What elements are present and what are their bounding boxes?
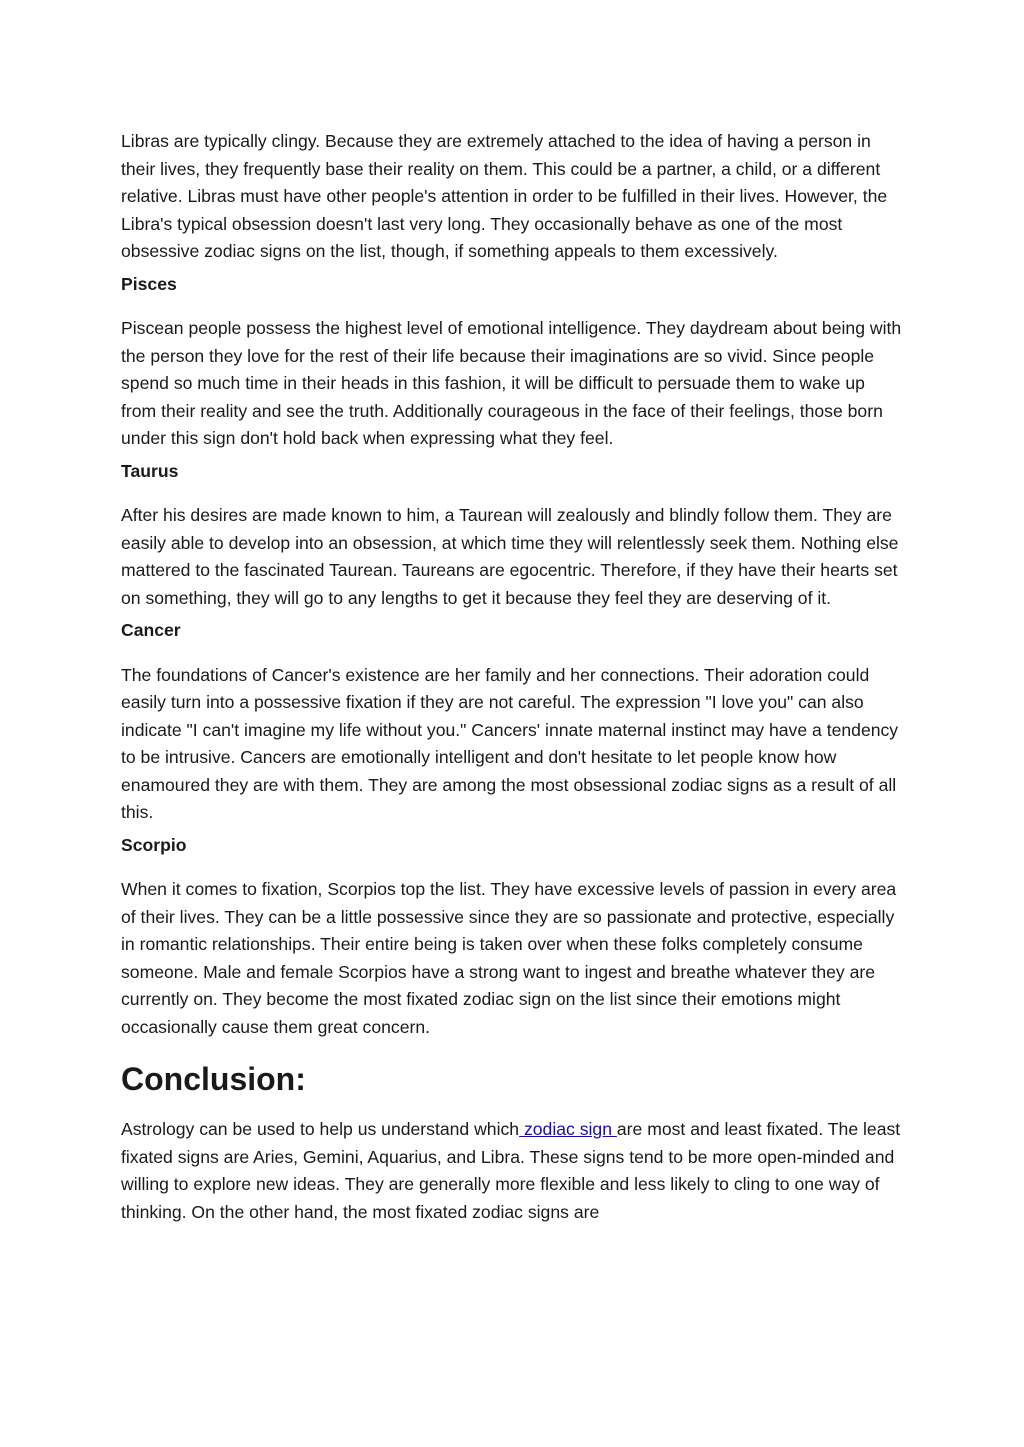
section-text-scorpio: When it comes to fixation, Scorpios top the list. They have excessive levels of passion in every area of their lives. They can be a little possessive since they are so passionate and protective, especially in romantic relationships. Their entire being is taken over when these folks completely consume someone. Male and female Scorpios have a strong want to ingest and breathe whatever they are currently on. They become the most fixated zodiac sign on the list since their emotions might occasionally cause them great concern.	[121, 879, 897, 1037]
section-text-cancer: The foundations of Cancer's existence are her family and her connections. Their adoration could easily turn into a possessive fixation if they are not careful. The expression "I love you" can also indicate "I can't imagine my life without you." Cancers' innate maternal instinct may have a tendency to be intrusive. Cancers are emotionally intelligent and don't hesitate to let people know how enamoured they are with them. They are among the most obsessional zodiac signs as a result of all this.	[121, 664, 899, 822]
section-heading-scorpio: Scorpio	[121, 834, 187, 855]
libra-paragraph: Libras are typically clingy. Because they are extremely attached to the idea of having a person in their lives, they frequently base their reality on them. This could be a partner, a child, or a different relative. Libras must have other people's attention in order to be fulfilled in their lives. However, the Libra's typical obsession doesn't last very long. They occasionally behave as one of the most obsessive zodiac signs on the list, though, if something appeals to them excessively.	[121, 131, 888, 261]
zodiac-sign-link[interactable]: zodiac sign	[519, 1119, 617, 1139]
conclusion-heading: Conclusion:	[121, 1061, 306, 1097]
section-text-taurus: After his desires are made known to him, a Taurean will zealously and blindly follow them. They are easily able to develop into an obsession, at which time they will relentlessly seek them. Nothing else mattered to the fascinated Taurean. Taureans are egocentric. Therefore, if they have their hearts set on something, they will go to any lengths to get it because they feel they are deserving of it.	[121, 505, 899, 608]
section-heading-cancer: Cancer	[121, 620, 181, 640]
section-text-pisces: Piscean people possess the highest level of emotional intelligence. They daydream about being with the person they love for the rest of their life because their imaginations are so vivid. Since people spend so much time in their heads in this fashion, it will be difficult to persuade them to wake up from their reality and see the truth. Additionally courageous in the face of their feelings, those born under this sign don't hold back when expressing what they feel.	[121, 318, 902, 448]
conclusion-text-after-link: are most and least fixated. The least fixated signs are Aries, Gemini, Aquarius, and Libra. These signs tend to be more open-minded and willing to explore new ideas. They are generally more flexible and less likely to cling to one way of thinking. On the other hand, the most fixated zodiac signs are	[121, 1119, 901, 1222]
document-page	[121, 128, 903, 1226]
conclusion-paragraph	[121, 1116, 903, 1226]
section-heading-taurus: Taurus	[121, 460, 179, 481]
conclusion-text-before-link: Astrology can be used to help us understand which	[121, 1119, 520, 1139]
section-heading-pisces: Pisces	[121, 273, 177, 294]
